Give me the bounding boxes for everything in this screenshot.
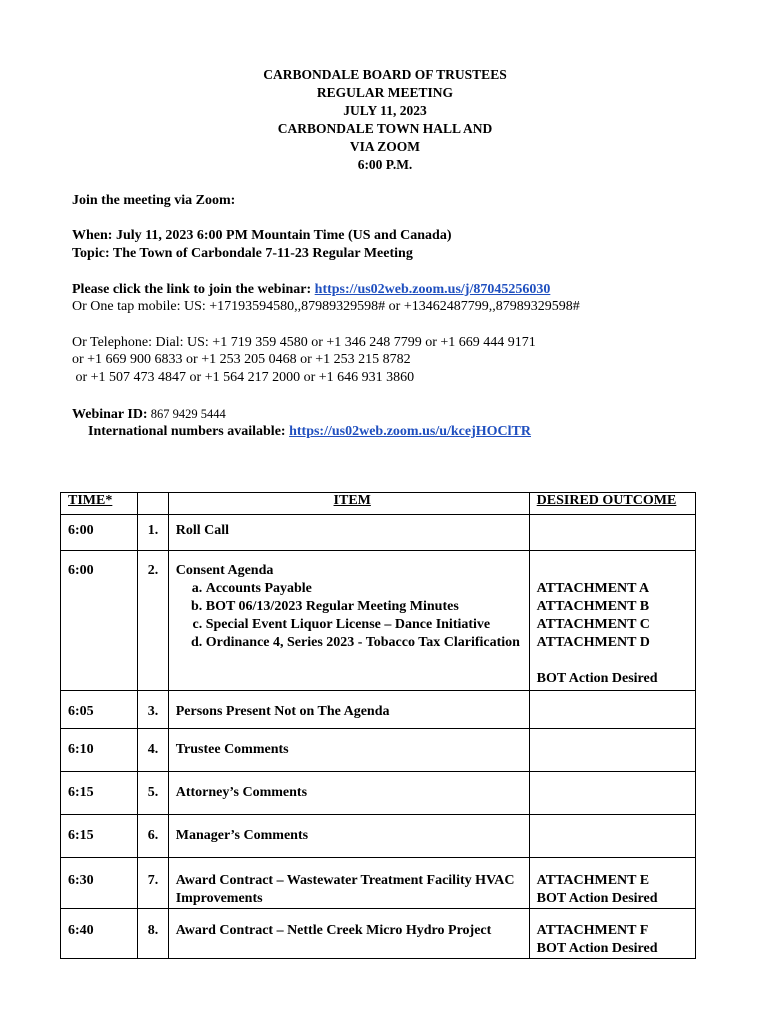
table-row (61, 858, 696, 909)
webinar-id-line (72, 405, 226, 424)
row-outcome: ATTACHMENT C (536, 617, 650, 632)
row-time: 6:00 (68, 523, 94, 538)
row-time: 6:10 (68, 742, 94, 757)
webinar-id-label: Webinar ID: (72, 407, 148, 422)
row-item: Consent Agenda (175, 563, 274, 578)
row-number: 6. (147, 828, 159, 843)
agenda-header (0, 66, 770, 174)
row-outcome: ATTACHMENT B (536, 599, 650, 614)
table-row (61, 691, 696, 729)
table-row (61, 909, 696, 959)
row-time: 6:05 (68, 704, 94, 719)
agenda-table (60, 492, 696, 959)
row-item: Manager’s Comments (175, 828, 309, 843)
header-date: JULY 11, 2023 (343, 103, 427, 118)
row-number: 2. (147, 563, 159, 578)
row-item: Persons Present Not on The Agenda (175, 704, 390, 719)
table-header-row (61, 493, 696, 515)
row-number: 3. (147, 704, 159, 719)
international-label: International numbers available: (88, 424, 286, 439)
table-row (61, 515, 696, 551)
row-outcome: ATTACHMENT D (536, 635, 650, 650)
list-item: b. BOT 06/13/2023 Regular Meeting Minutes (206, 598, 529, 616)
row-outcome: ATTACHMENT E (536, 873, 650, 888)
zoom-topic-text: Topic: The Town of Carbondale 7-11-23 Regular Meeting (72, 246, 413, 261)
column-header-time: TIME* (61, 493, 138, 515)
header-time: 6:00 P.M. (357, 157, 413, 172)
list-item: a. Accounts Payable (206, 580, 529, 598)
zoom-link-label: Please click the link to join the webinar: (72, 282, 312, 297)
row-outcome: ATTACHMENT A (536, 581, 650, 596)
zoom-webinar-link[interactable]: https://us02web.zoom.us/j/87045256030 (314, 282, 551, 297)
column-header-outcome: DESIRED OUTCOME (529, 493, 695, 515)
list-item: d. Ordinance 4, Series 2023 - Tobacco Tax Clarification (206, 634, 529, 652)
international-line (88, 423, 531, 441)
row-number: 7. (147, 873, 159, 888)
table-row (61, 772, 696, 815)
row-time: 6:00 (68, 563, 94, 578)
header-location: CARBONDALE TOWN HALL AND (277, 121, 493, 136)
webinar-id-value: 867 9429 5444 (147, 407, 226, 421)
zoom-telephone-line2: or +1 669 900 6833 or +1 253 205 0468 or +1 253 215 8782 (72, 352, 411, 367)
column-header-number (138, 493, 168, 515)
row-outcome-note: BOT Action Desired (536, 671, 658, 686)
row-time: 6:15 (68, 828, 94, 843)
header-meeting-type: REGULAR MEETING (316, 85, 454, 100)
table-row (61, 815, 696, 858)
row-outcome: ATTACHMENT F (536, 923, 649, 938)
row-time: 6:15 (68, 785, 94, 800)
row-time: 6:40 (68, 923, 94, 938)
zoom-telephone-line3: or +1 507 473 4847 or +1 564 217 2000 or +1 646 931 3860 (72, 370, 415, 385)
row-number: 8. (147, 923, 159, 938)
row-number: 5. (147, 785, 159, 800)
row-number: 1. (147, 523, 159, 538)
header-zoom: VIA ZOOM (349, 139, 421, 154)
zoom-telephone-line1: Or Telephone: Dial: US: +1 719 359 4580 or +1 346 248 7799 or +1 669 444 9171 (72, 335, 536, 350)
international-numbers-link[interactable]: https://us02web.zoom.us/u/kcejHOClTR (289, 424, 531, 439)
table-row (61, 729, 696, 772)
header-board-title: CARBONDALE BOARD OF TRUSTEES (263, 67, 507, 82)
row-item: Trustee Comments (175, 742, 289, 757)
table-row (61, 551, 696, 691)
row-item: Award Contract – Nettle Creek Micro Hydro Project (175, 923, 492, 938)
row-outcome-note: BOT Action Desired (536, 941, 658, 956)
row-number: 4. (147, 742, 159, 757)
consent-agenda-subitems (176, 580, 529, 652)
row-item: Award Contract – Wastewater Treatment Facility HVAC Improvements (175, 873, 515, 906)
row-item: Attorney’s Comments (175, 785, 308, 800)
row-time: 6:30 (68, 873, 94, 888)
zoom-link-line (72, 281, 550, 299)
zoom-when-text: When: July 11, 2023 6:00 PM Mountain Time (US and Canada) (72, 228, 452, 243)
zoom-join-text: Join the meeting via Zoom: (72, 193, 236, 208)
list-item: c. Special Event Liquor License – Dance Initiative (206, 616, 529, 634)
row-item: Roll Call (175, 523, 230, 538)
zoom-onetap-text: Or One tap mobile: US: +17193594580,,87989329598# or +13462487799,,87989329598# (72, 299, 580, 314)
column-header-item: ITEM (168, 493, 529, 515)
row-outcome-note: BOT Action Desired (536, 891, 658, 906)
